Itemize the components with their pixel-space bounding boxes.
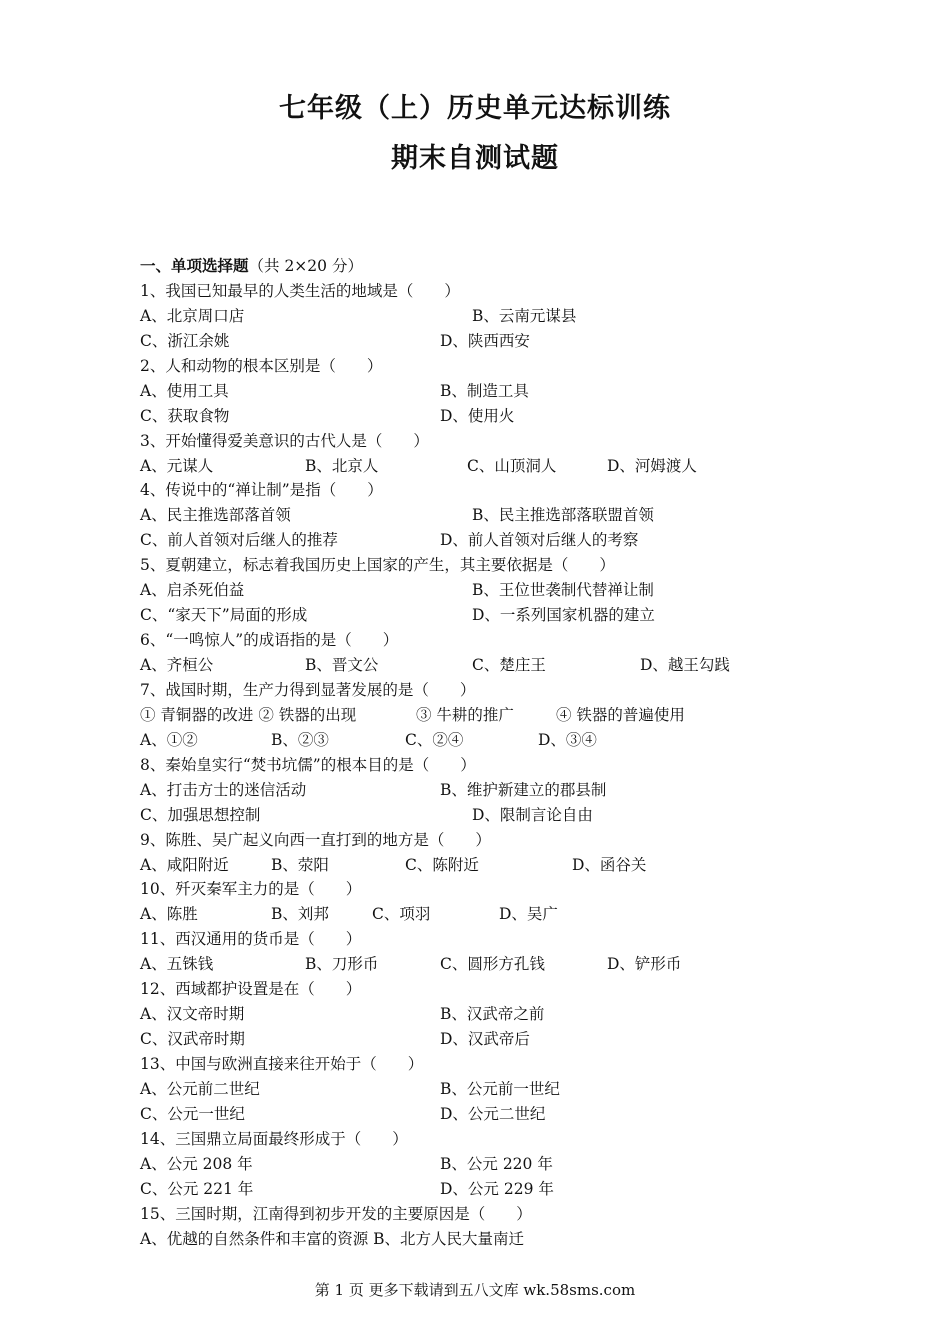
question-line [140,1027,900,1052]
line-text: C、获取食物 [140,406,230,425]
question-line [140,653,900,678]
line-text: A、元谋人 [140,456,214,475]
question-line [140,628,900,653]
question-line [140,454,900,479]
question-line [140,1127,900,1152]
option-text: D、限制言论自由 [472,805,593,824]
option-text: D、越王勾践 [640,656,730,674]
question-line [140,1177,900,1202]
line-text: A、汉文帝时期 [140,1005,245,1024]
line-text: C、前人首领对后继人的推荐 [140,531,338,550]
line-text: 4、传说中的“禅让制”是指（ ） [140,481,383,500]
question-line [140,1152,900,1177]
option-text: ③ 牛耕的推广 [416,705,514,724]
option-text: B、维护新建立的郡县制 [440,780,607,799]
line-text: A、五铢钱 [140,955,214,974]
question-line [140,1002,900,1027]
line-text: C、汉武帝时期 [140,1030,245,1049]
question-line [140,1202,900,1227]
option-text: D、铲形币 [607,955,682,974]
line-text: 14、三国鼎立局面最终形成于（ ） [140,1129,408,1148]
question-line [140,578,900,603]
option-text: D、使用火 [440,406,515,425]
question-line [140,478,900,503]
line-text: A、民主推选部落首领 [140,506,291,525]
option-text: B、刀形币 [305,955,379,974]
question-line [140,678,900,703]
page-subtitle: 期末自测试题 [391,143,559,174]
question-line [140,902,900,927]
line-text: 11、西汉通用的货币是（ ） [140,930,362,949]
question-line [140,1227,900,1252]
question-line [140,853,900,878]
line-text: 2、人和动物的根本区别是（ ） [140,356,383,375]
line-text: A、北京周口店 [140,306,245,325]
line-text: C、“家天下”局面的形成 [140,606,308,625]
option-text: C、楚庄王 [472,656,546,674]
line-text: 10、歼灭秦军主力的是（ ） [140,880,362,899]
line-text: A、①② [140,730,198,749]
question-line [140,279,900,304]
question-line [140,803,900,828]
question-line [140,1077,900,1102]
line-text: 9、陈胜、吴广起义向西一直打到的地方是（ ） [140,830,491,849]
section-note: （共 2×20 分） [248,257,363,275]
line-text: A、打击方士的迷信活动 [140,780,307,799]
option-text: D、函谷关 [572,855,647,874]
section-label: 一、单项选择题（共 2×20 分） [140,257,363,275]
option-text: B、公元 220 年 [440,1154,553,1173]
section-heading [140,254,900,279]
option-text: C、②④ [405,730,464,749]
line-text: 6、“一鸣惊人”的成语指的是（ ） [140,631,399,650]
line-text: 7、战国时期，生产力得到显著发展的是（ ） [140,680,476,699]
question-line [140,1102,900,1127]
option-text: D、③④ [538,730,597,749]
line-text: A、公元前二世纪 [140,1079,260,1098]
question-line [140,728,900,753]
line-text: A、使用工具 [140,381,229,400]
option-text: D、河姆渡人 [607,456,697,475]
line-text: A、启杀死伯益 [140,581,245,600]
option-text: C、陈附近 [405,855,479,874]
question-line [140,778,900,803]
line-text: 5、夏朝建立，标志着我国历史上国家的产生，其主要依据是（ ） [140,556,615,575]
question-line [140,404,900,429]
option-text: D、公元二世纪 [440,1104,546,1123]
option-text: B、民主推选部落联盟首领 [472,506,654,525]
question-line [140,603,900,628]
option-text: B、荥阳 [271,855,329,874]
question-line [140,329,900,354]
line-text: 8、秦始皇实行“焚书坑儒”的根本目的是（ ） [140,755,476,774]
page-title: 七年级（上）历史单元达标训练 [279,93,671,124]
line-text: 3、开始懂得爱美意识的古代人是（ ） [140,431,429,450]
line-text: C、浙江余姚 [140,331,230,350]
option-text: D、一系列国家机器的建立 [472,606,655,625]
question-line [140,1052,900,1077]
line-text: C、公元 221 年 [140,1179,254,1198]
question-line [140,952,900,977]
option-text: B、汉武帝之前 [440,1005,545,1024]
option-text: D、汉武帝后 [440,1030,530,1049]
question-line [140,354,900,379]
option-text: B、公元前一世纪 [440,1079,560,1098]
option-text: D、前人首领对后继人的考察 [440,531,639,550]
line-text: C、加强思想控制 [140,805,261,824]
question-line [140,977,900,1002]
question-list [140,254,900,1252]
option-text: B、②③ [271,730,329,749]
question-line [140,703,900,728]
question-line [140,877,900,902]
line-text: A、陈胜 [140,905,198,924]
line-text: ① 青铜器的改进 ② 铁器的出现 [140,705,357,724]
line-text: A、咸阳附近 [140,855,229,874]
line-text: A、齐桓公 [140,656,214,674]
option-text: C、项羽 [372,905,431,924]
line-text: A、公元 208 年 [140,1154,253,1173]
option-text: B、晋文公 [305,656,379,674]
question-line [140,503,900,528]
question-line [140,927,900,952]
page-footer: 第 1 页 更多下载请到五八文库 wk.58sms.com [314,1281,636,1299]
option-text: B、制造工具 [440,381,529,400]
line-text: 15、三国时期，江南得到初步开发的主要原因是（ ） [140,1204,532,1223]
option-text: B、云南元谋县 [472,306,577,325]
question-line [140,528,900,553]
option-text: B、刘邦 [271,905,329,924]
option-text: C、圆形方孔钱 [440,955,545,974]
option-text: C、山顶洞人 [467,456,557,475]
option-text: B、王位世袭制代替禅让制 [472,581,654,600]
line-text: 12、西域都护设置是在（ ） [140,980,362,999]
line-text: 1、我国已知最早的人类生活的地域是（ ） [140,281,460,300]
question-line [140,753,900,778]
question-line [140,304,900,329]
option-text: D、公元 229 年 [440,1179,554,1198]
option-text: D、吴广 [499,905,558,924]
question-line [140,553,900,578]
question-line [140,828,900,853]
question-line [140,429,900,454]
line-text: C、公元一世纪 [140,1104,245,1123]
option-text: ④ 铁器的普遍使用 [556,705,685,724]
line-text: A、优越的自然条件和丰富的资源 B、北方人民大量南迁 [140,1229,525,1248]
line-text: 13、中国与欧洲直接来往开始于（ ） [140,1055,424,1073]
question-line [140,379,900,404]
option-text: D、陕西西安 [440,331,530,350]
option-text: B、北京人 [305,456,379,475]
